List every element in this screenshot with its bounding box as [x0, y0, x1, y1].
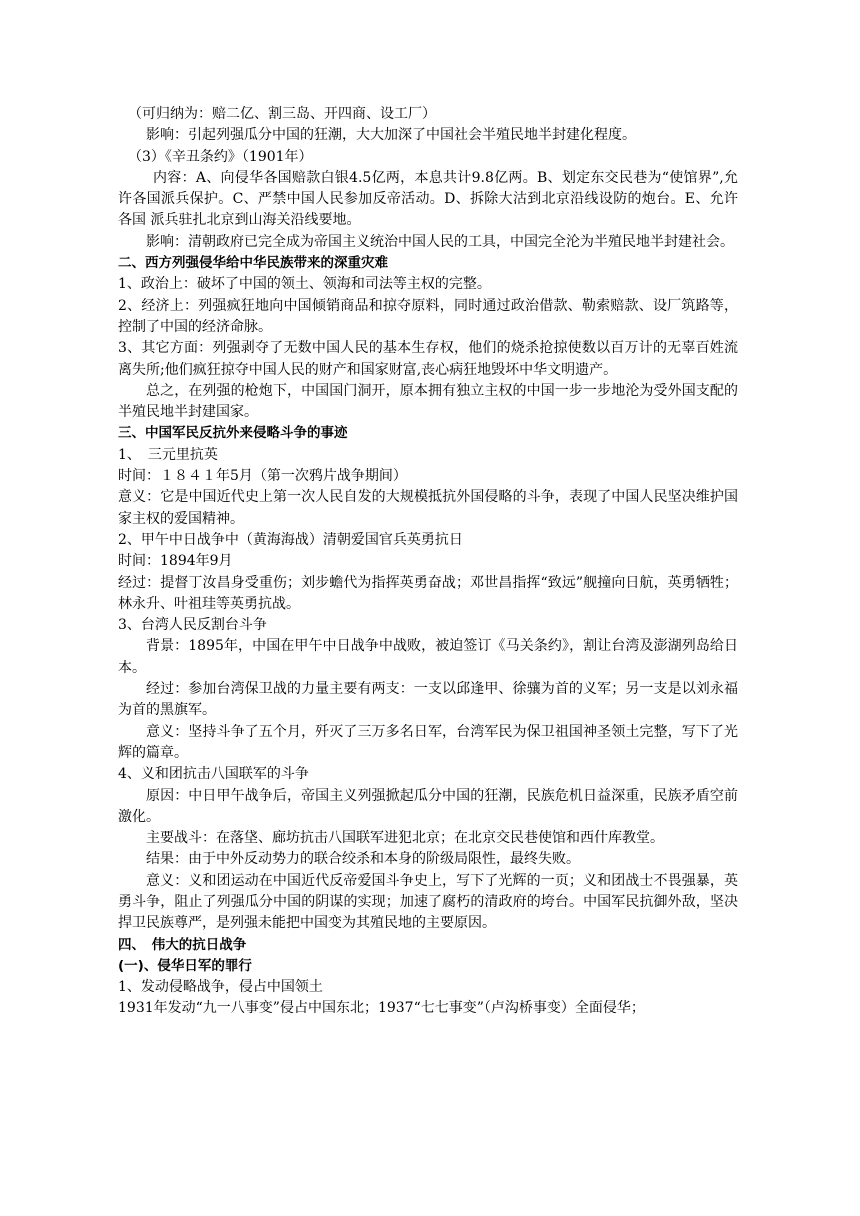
paragraph: 时间：１８４１年5月（第一次鸦片战争期间） — [118, 468, 407, 485]
paragraph: 意义：它是中国近代史上第一次人民自发的大规模抵抗外国侵略的斗争，表现了中国人民坚决维护国家主权的爱国精神。 — [118, 489, 738, 527]
paragraph: 背景：1895年，中国在甲午中日战争中战败，被迫签订《马关条约》，割让台湾及澎湖列岛给日本。 — [118, 638, 738, 676]
section-heading: 四、 伟大的抗日战争 — [118, 936, 247, 953]
paragraph: 2、甲午中日战争中（黄海海战）清朝爱国官兵英勇抗日 — [118, 531, 463, 548]
paragraph: 1、发动侵略战争，侵占中国领土 — [118, 979, 323, 996]
paragraph: 3、台湾人民反割台斗争 — [118, 617, 267, 634]
paragraph: 经过：参加台湾保卫战的力量主要有两支：一支以邱逢甲、徐骧为首的义军；另一支是以刘永福为首的黑旗军。 — [118, 681, 738, 719]
document-body — [118, 104, 738, 1020]
paragraph: 影响：清朝政府已完全成为帝国主义统治中国人民的工具，中国完全沦为半殖民地半封建社会。 — [146, 233, 734, 250]
paragraph: 原因：中日甲午战争后，帝国主义列强掀起瓜分中国的狂潮，民族危机日益深重，民族矛盾空前激化。 — [118, 787, 738, 825]
paragraph: 经过：提督丁汝昌身受重伤；刘步蟾代为指挥英勇奋战；邓世昌指挥“致远”舰撞向日航，英勇牺牲；林永升、叶祖珪等英勇抗战。 — [118, 574, 738, 612]
section-heading: 二、西方列强侵华给中华民族带来的深重灾难 — [118, 255, 388, 272]
paragraph: （3）《辛丑条约》（1901年） — [128, 148, 313, 165]
paragraph: 主要战斗：在落垡、廊坊抗击八国联军进犯北京；在北京交民巷使馆和西什库教堂。 — [146, 830, 664, 847]
paragraph: 3、其它方面：列强剥夺了无数中国人民的基本生存权，他们的烧杀抢掠使数以百万计的无辜百姓流离失所;他们疯狂掠夺中国人民的财产和国家财富,丧心病狂地毁坏中华文明遗产。 — [118, 340, 738, 378]
section-heading: (一)、侵华日军的罪行 — [118, 957, 252, 974]
paragraph: 4、义和团抗击八国联军的斗争 — [118, 766, 309, 783]
paragraph: 意义：坚持斗争了五个月，歼灭了三万多名日军，台湾军民为保卫祖国神圣领土完整，写下了光辉的篇章。 — [118, 723, 738, 761]
paragraph: 时间：1894年9月 — [118, 553, 233, 570]
paragraph: （可归纳为：赔二亿、割三岛、开四商、设工厂） — [128, 106, 436, 122]
paragraph: 影响：引起列强瓜分中国的狂潮，大大加深了中国社会半殖民地半封建化程度。 — [146, 127, 636, 144]
paragraph: 1931年发动“九一八事变”侵占中国东北；1937“七七事变”（卢沟桥事变）全面侵华； — [118, 1000, 645, 1017]
paragraph: 1、政治上：破坏了中国的领土、领海和司法等主权的完整。 — [118, 276, 491, 293]
paragraph: 总之，在列强的枪炮下，中国国门洞开，原本拥有独立主权的中国一步一步地沦为受外国支配的半殖民地半封建国家。 — [118, 382, 738, 421]
paragraph: 意义：义和团运动在中国近代反帝爱国斗争史上，写下了光辉的一页；义和团战士不畏强暴，英勇斗争，阻止了列强瓜分中国的阴谋的实现；加速了腐朽的清政府的垮台。中国军民抗御外敌，坚决捍卫民族尊严，是列强未能把中国变为其殖民地的主要原因。 — [118, 872, 738, 932]
paragraph: 1、 三元里抗英 — [118, 446, 218, 463]
section-heading: 三、中国军民反抗外来侵略斗争的事迹 — [118, 425, 348, 442]
paragraph: 内容：A、向侵华各国赔款白银4.5亿两，本息共计9.8亿两。B、划定东交民巷为“使馆界”,允许各国派兵保护。C、严禁中国人民参加反帝活动。D、拆除大沽到北京沿线设防的炮台。E、允许各国 派兵驻扎北京到山海关沿线要地。 — [118, 169, 738, 229]
paragraph: 2、经济上：列强疯狂地向中国倾销商品和掠夺原料，同时通过政治借款、勒索赔款、设厂筑路等，控制了中国的经济命脉。 — [118, 297, 738, 335]
paragraph: 结果：由于中外反动势力的联合绞杀和本身的阶级局限性，最终失败。 — [146, 851, 580, 868]
